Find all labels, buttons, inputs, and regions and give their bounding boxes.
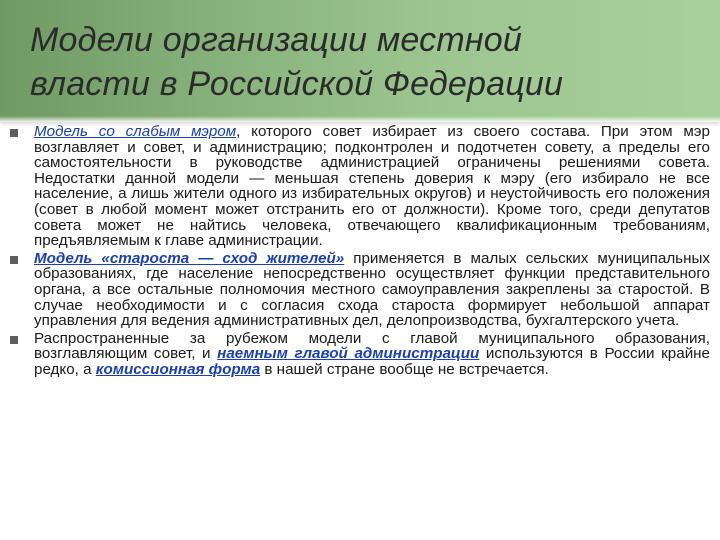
slide-title [30, 18, 700, 106]
link-hired-head[interactable]: наемным главой администрации [217, 345, 480, 363]
link-weak-mayor-model[interactable]: Модель со слабым мэром [34, 123, 237, 140]
link-commission-form[interactable]: комиссионная форма [95, 360, 261, 378]
item-text: Распространенные за рубежом модели с главой муниципального образования, возглавляющим совет, и [34, 329, 710, 363]
square-bullet-icon [10, 129, 18, 137]
square-bullet-icon [10, 256, 18, 264]
item-text: , которого совет избирает из своего состава. При этом мэр возглавляет и совет, и администрацию; подконтролен и подотчетен совету, а пределы его самостоятельности в руководстве администрацией ограничены решениями совета. Недостатки данной модели — меньшая степень доверия к мэру (его избирало не все население, а лишь жители одного из избирательных округов) и неустойчивость его положения (совет в любой момент может отстранить его от должности). Кроме того, среди депутатов совета может не найтись человека, отвечающего квалификационным требованиям, предъявляемым к главе администрации. [34, 123, 710, 250]
bullet-item-foreign-models [10, 331, 710, 378]
bullet-list [10, 124, 710, 380]
square-bullet-icon [10, 336, 18, 344]
bullet-item-weak-mayor [10, 124, 710, 249]
bullet-item-elder-model [10, 251, 710, 329]
link-elder-assembly-model[interactable]: Модель «староста — сход жителей» [34, 249, 345, 267]
title-line-2: власти в Российской Федерации [30, 65, 564, 103]
item-text: применяется в малых сельских муниципальных образованиях, где население непосредственно осуществляет функции представительного органа, а все остальные полномочия местного самоуправления закреплены за старостой. В случае необходимости и с согласия схода староста формирует небольшой аппарат управления для ведения административных дел, делопроизводства, бухгалтерского учета. [34, 249, 710, 330]
item-text: используются в России крайне редко, а [34, 345, 711, 378]
item-text: в нашей стране вообще не встречается. [260, 360, 549, 378]
title-line-1: Модели организации местной [30, 21, 522, 59]
